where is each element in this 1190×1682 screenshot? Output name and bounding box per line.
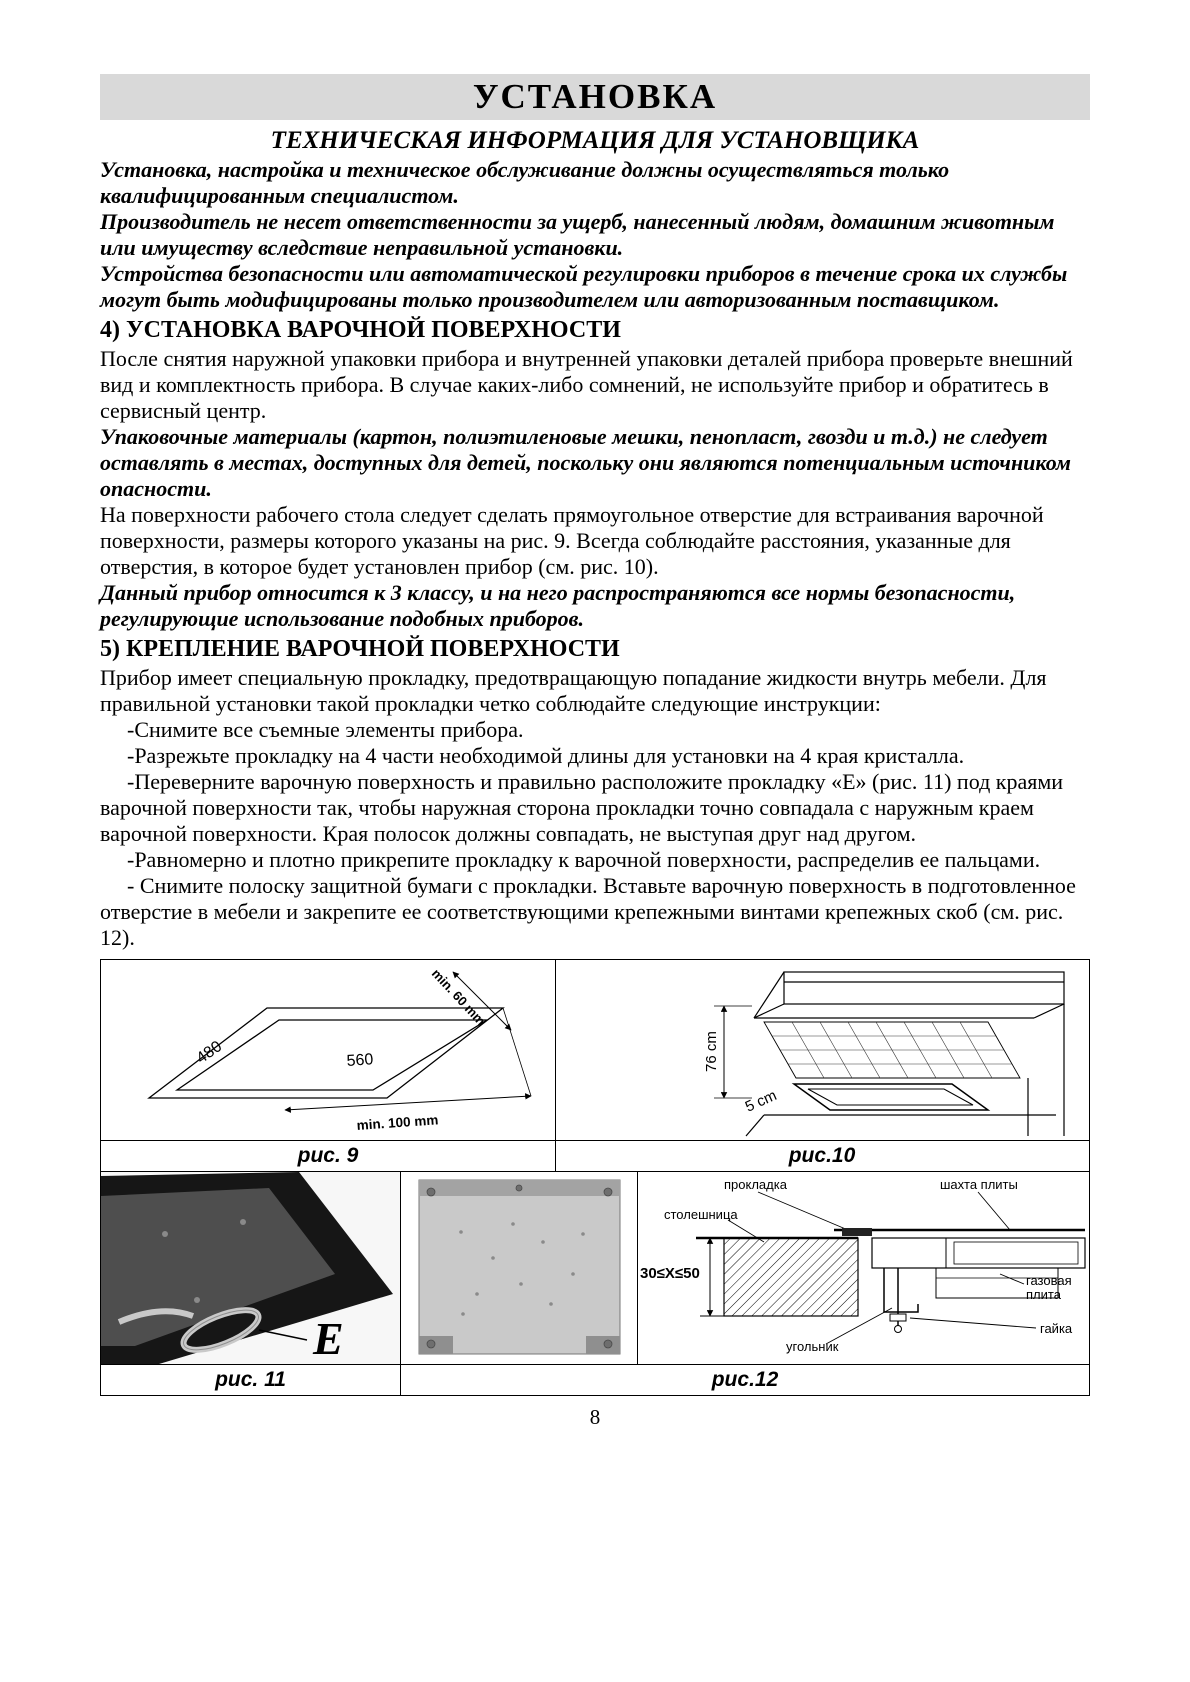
fig12-label-range: 30≤X≤50 (640, 1265, 700, 1282)
fig10-dim-height: 76 cm (703, 1031, 720, 1072)
fig9-dim-width: 560 (346, 1051, 374, 1070)
instruction-item-2: -Разрежьте прокладку на 4 части необходимой длины для установки на 4 края кристалла. (127, 743, 965, 768)
section4-heading: 4) УСТАНОВКА ВАРОЧНОЙ ПОВЕРХНОСТИ (100, 317, 621, 343)
figure-9-caption: рис. 9 (101, 1141, 556, 1171)
fig11-gasket-photo (101, 1172, 401, 1364)
figure-9 (101, 960, 556, 1140)
section4-paragraph-1: После снятия наружной упаковки прибора и внутренней упаковки деталей прибора проверьте внешний вид и комплектность прибора. В случае каких-либо сомнений, не используйте прибор и обратитесь в сервисный центр. (100, 346, 1073, 423)
fig10-hood-drawing (556, 960, 1088, 1140)
section4-warning: Упаковочные материалы (картон, полиэтиленовые мешки, пенопласт, гвозди и т.д.) не следует оставлять в местах, доступных для детей, поскольку они являются потенциальным источником опасности. (100, 424, 1071, 501)
figure-11 (101, 1172, 401, 1364)
fig12-label-countertop: столешница (664, 1207, 738, 1222)
instruction-item-3: -Переверните варочную поверхность и правильно расположите прокладку «Е» (рис. 11) под краями варочной поверхности так, чтобы наружная сторона прокладки точно совпадала с наружным краем варочной поверхности. Края полосок должны совпадать, не выступая друг над другом. (100, 769, 1064, 846)
figure-12-caption: рис.12 (711, 1368, 779, 1391)
fig12-label-shaft: шахта плиты (940, 1177, 1018, 1192)
instruction-item-5: - Снимите полоску защитной бумаги с прокладки. Вставьте варочную поверхность в подготовленное отверстие в мебели и закрепите ее соответствующими крепежными винтами крепежных скоб (см. рис. 12). (100, 873, 1076, 950)
fig12-plate-photo (401, 1172, 638, 1364)
fig12-label-gasket: прокладка (724, 1177, 787, 1192)
figure-panel (100, 959, 1090, 1396)
section5-paragraph-1: Прибор имеет специальную прокладку, предотвращающую попадание жидкости внутрь мебели. Для правильной установки такой прокладки четко соблюдайте следующие инструкции: (100, 665, 1047, 716)
figure-12-diagram (638, 1172, 1087, 1364)
intro-heading: ТЕХНИЧЕСКАЯ ИНФОРМАЦИЯ ДЛЯ УСТАНОВЩИКА (270, 127, 920, 154)
fig9-dim-depth: 480 (193, 1038, 226, 1068)
fig12-label-bracket: угольник (786, 1339, 839, 1354)
figure-10 (556, 960, 1088, 1140)
page-number: 8 (589, 1405, 601, 1429)
fig10-dim-gap: 5 cm (742, 1086, 780, 1116)
fig9-cutout-drawing (101, 960, 556, 1140)
section4-note: Данный прибор относится к 3 классу, и на него распространяются все нормы безопасности, регулирующие использование подобных приборов. (100, 580, 1016, 631)
instruction-item-1: -Снимите все съемные элементы прибора. (127, 717, 524, 742)
page-title: УСТАНОВКА (472, 77, 718, 116)
page-header-bar (100, 74, 1090, 120)
figure-11-caption: рис. 11 (101, 1365, 401, 1395)
section4-paragraph-2: На поверхности рабочего стола следует сделать прямоугольное отверстие для встраивания варочной поверхности, размеры которого указаны на рис. 9. Всегда соблюдайте расстояния, указанные для отверстия, в которое будет установлен прибор (см. рис. 10). (100, 502, 1044, 579)
fig12-label-nut: гайка (1040, 1321, 1073, 1336)
figure-12-photo (401, 1172, 638, 1364)
section5-heading: 5) КРЕПЛЕНИЕ ВАРОЧНОЙ ПОВЕРХНОСТИ (100, 636, 620, 662)
document-page (100, 74, 1090, 1430)
intro-paragraph-1: Установка, настройка и техническое обслуживание должны осуществляться только квалифицированным специалистом. (100, 157, 950, 208)
fig9-dim-min-top: min. 60 mm (428, 965, 489, 1029)
intro-paragraph-2: Производитель не несет ответственности за ущерб, нанесенный людям, домашним животным или имуществу вследствие неправильной установки. (100, 209, 1055, 260)
fig11-gasket-label: E (313, 1313, 344, 1364)
intro-paragraph-3: Устройства безопасности или автоматической регулировки приборов в течение срока их службы могут быть модифицированы только производителем или авторизованным поставщиком. (100, 261, 1068, 312)
instruction-item-4: -Равномерно и плотно прикрепите прокладку к варочной поверхности, распределив ее пальцами. (127, 847, 1041, 872)
fig12-label-stove: газовая плита (1026, 1273, 1072, 1303)
figure-10-caption: рис.10 (788, 1144, 856, 1167)
fig12-section-drawing (638, 1172, 1087, 1364)
fig9-dim-min-bottom: min. 100 mm (356, 1112, 439, 1133)
